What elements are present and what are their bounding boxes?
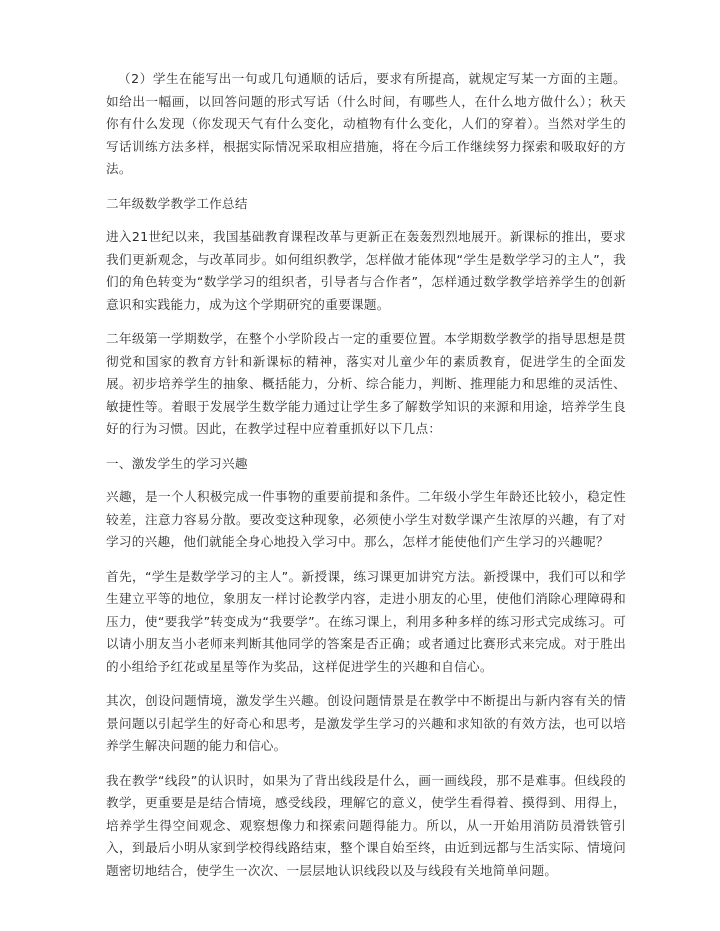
paragraph: 我在教学“线段”的认识时，如果为了背出线段是什么，画一画线段，那不是难事。但线段的教学，更重要是是结合情境，感受线段，理解它的意义，使学生看得着、摸得到、用得上，培养学生得空间观念、观察想像力和探索问题得能力。所以，从一开始用消防员滑铁管引入，到最后小明从家到学校得线路结束，整个课自始至终，由近到远都与生活实际、情境问题密切地结合，使学生一次次、一层层地认识线段以及与线段有关地简单问题。 [106, 772, 626, 878]
document-title: 二年级数学教学工作总结 [106, 195, 248, 211]
paragraph: 进入21世纪以来，我国基础教育课程改革与更新正在轰轰烈烈地展开。新课标的推出，要求我们更新观念，与改革同步。如何组织教学，怎样做才能体现“学生是数学学习的主人”，我们的角色转变为“数学学习的组织者，引导者与合作者”，怎样通过数学教学培养学生的创新意识和实践能力，成为这个学期研究的重要课题。 [106, 229, 626, 312]
paragraph: 二年级第一学期数学，在整个小学阶段占一定的重要位置。本学期数学教学的指导思想是贯彻党和国家的教育方针和新课标的精神，落实对儿童少年的素质教育，促进学生的全面发展。初步培养学生的抽象、概括能力，分析、综合能力，判断、推理能力和思维的灵活性、敏捷性等。着眼于发展学生数学能力通过让学生多了解数学知识的来源和用途，培养学生良好的行为习惯。因此，在教学过程中应着重抓好以下几点： [106, 331, 626, 436]
document-body [106, 68, 626, 894]
paragraph-intro: （2）学生在能写出一句或几句通顺的话后，要求有所提高，就规定写某一方面的主题。如给出一幅画，以回答问题的形式写话（什么时间，有哪些人，在什么地方做什么）；秋天你有什么发现（你发现天气有什么变化，动植物有什么变化，人们的穿着）。当然对学生的写话训练方法多样，根据实际情况采取相应措施，将在今后工作继续努力探索和吸取好的方法。 [106, 71, 626, 176]
paragraph: 其次，创设问题情境，激发学生兴趣。创设问题情景是在教学中不断提出与新内容有关的情景问题以引起学生的好奇心和思考，是激发学生学习的兴趣和求知欲的有效方法，也可以培养学生解决问题的能力和信心。 [106, 693, 626, 753]
paragraph: 兴趣，是一个人积极完成一件事物的重要前提和条件。二年级小学生年龄还比较小，稳定性较差，注意力容易分散。要改变这种现象，必须使小学生对数学课产生浓厚的兴趣，有了对学习的兴趣，他们就能全身心地投入学习中。那么，怎样才能使他们产生学习的兴趣呢？ [106, 489, 626, 549]
paragraph: 首先，“学生是数学学习的主人”。新授课，练习课更加讲究方法。新授课中，我们可以和学生建立平等的地位，象朋友一样讨论教学内容，走进小朋友的心里，使他们消除心理障碍和压力，使“要我学”转变成为“我要学”。在练习课上，利用多种多样的练习形式完成练习。可以请小朋友当小老师来判断其他同学的答案是否正确；或者通过比赛形式来完成。对于胜出的小组给予红花或星星等作为奖品，这样促进学生的兴趣和自信心。 [106, 568, 626, 674]
section-heading: 一、激发学生的学习兴趣 [106, 455, 248, 471]
